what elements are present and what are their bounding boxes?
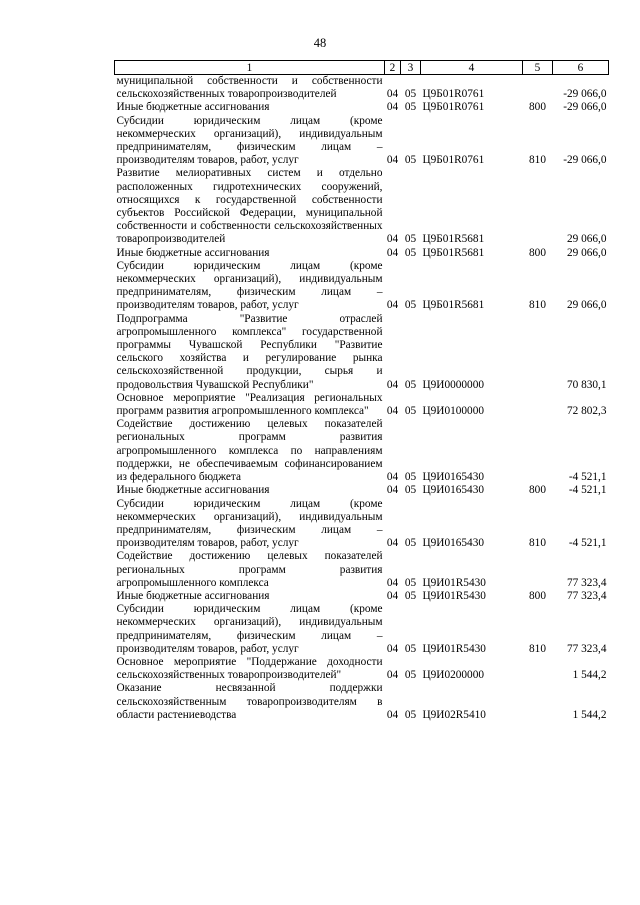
row-target-article: Ц9Б01R5681 <box>422 233 485 246</box>
row-subsection: 05 <box>404 246 417 259</box>
row-target-article: Ц9Б01R0761 <box>422 154 485 167</box>
row-expense-type: 810 <box>529 537 546 550</box>
row-description: Оказание несвязанной поддержки сельскохозяйственным товаропроизводителям в области растениеводства <box>116 682 383 721</box>
row-subsection: 05 <box>404 101 417 114</box>
header-col-5: 5 <box>523 61 553 75</box>
row-description: Иные бюджетные ассигнования <box>116 589 270 602</box>
header-col-3: 3 <box>401 61 421 75</box>
row-expense-type <box>523 313 553 392</box>
row-amount: -29 066,0 <box>563 101 607 114</box>
row-amount: -4 521,1 <box>568 484 607 497</box>
row-target-article: Ц9Б01R0761 <box>422 88 485 101</box>
row-amount: 1 544,2 <box>572 669 607 682</box>
header-col-2: 2 <box>385 61 401 75</box>
row-description: Развитие мелиоративных систем и отдельно расположенных гидротехнических сооружений, относящихся к государственной собственности субъектов Российской Федерации, муниципальной собственности и собственности сельскохозяйственных товаропроизводителей <box>116 167 383 246</box>
row-amount: 77 323,4 <box>566 576 607 589</box>
row-target-article: Ц9И0200000 <box>422 669 485 682</box>
row-target-article: Ц9Б01R5681 <box>422 299 485 312</box>
row-amount: -29 066,0 <box>563 154 607 167</box>
row-expense-type: 800 <box>529 246 546 259</box>
table-row <box>115 313 609 392</box>
row-description: Содействие достижению целевых показателей региональных программ развития агропромышленного комплекса <box>116 550 383 589</box>
row-subsection: 05 <box>404 299 417 312</box>
row-section: 04 <box>386 378 399 391</box>
row-target-article: Ц9Б01R5681 <box>422 246 485 259</box>
row-expense-type <box>523 418 553 484</box>
row-subsection: 05 <box>404 669 417 682</box>
table-row <box>115 392 609 418</box>
row-subsection: 05 <box>404 642 417 655</box>
table-row <box>115 682 609 722</box>
row-target-article: Ц9И0000000 <box>422 378 485 391</box>
row-description: Иные бюджетные ассигнования <box>116 101 270 114</box>
row-subsection: 05 <box>404 405 417 418</box>
row-expense-type <box>523 392 553 418</box>
row-amount: 72 802,3 <box>566 405 607 418</box>
table-body <box>115 75 609 722</box>
row-amount: 70 830,1 <box>566 378 607 391</box>
row-target-article: Ц9И02R5410 <box>422 708 486 721</box>
row-expense-type <box>523 656 553 682</box>
row-section: 04 <box>386 405 399 418</box>
row-subsection: 05 <box>404 471 417 484</box>
page-number: 48 <box>313 36 327 50</box>
header-col-6: 6 <box>553 61 609 75</box>
row-subsection: 05 <box>404 537 417 550</box>
table-row <box>115 656 609 682</box>
row-description: Иные бюджетные ассигнования <box>116 484 270 497</box>
table-row <box>115 484 609 497</box>
row-subsection: 05 <box>404 576 417 589</box>
row-section: 04 <box>386 642 399 655</box>
row-description: Подпрограмма "Развитие отраслей агропромышленного комплекса" государственной программы Чувашской Республики "Развитие сельского хозяйства и регулирование рынка сельскохозяйственной продукции, сырья и продовольствия Чувашской Республики" <box>116 312 383 391</box>
row-subsection: 05 <box>404 589 417 602</box>
row-expense-type: 800 <box>529 589 546 602</box>
table-row <box>115 101 609 114</box>
row-expense-type <box>523 167 553 246</box>
row-section: 04 <box>386 471 399 484</box>
row-subsection: 05 <box>404 484 417 497</box>
row-amount: 77 323,4 <box>566 589 607 602</box>
row-section: 04 <box>386 88 399 101</box>
row-expense-type <box>523 75 553 102</box>
row-expense-type: 810 <box>529 154 546 167</box>
row-section: 04 <box>386 589 399 602</box>
row-description: Субсидии юридическим лицам (кроме некоммерческих организаций), индивидуальным предпринимателям, физическим лицам – производителям товаров, работ, услуг <box>116 259 383 312</box>
row-amount: -4 521,1 <box>568 471 607 484</box>
row-amount: 77 323,4 <box>566 642 607 655</box>
row-amount: -29 066,0 <box>563 88 607 101</box>
header-col-1: 1 <box>115 61 385 75</box>
row-section: 04 <box>386 576 399 589</box>
table-row <box>115 550 609 590</box>
row-subsection: 05 <box>404 378 417 391</box>
row-description: Иные бюджетные ассигнования <box>116 246 270 259</box>
row-amount: 29 066,0 <box>566 233 607 246</box>
row-amount: 1 544,2 <box>572 708 607 721</box>
budget-table <box>114 60 609 722</box>
row-description: Субсидии юридическим лицам (кроме некоммерческих организаций), индивидуальным предпринимателям, физическим лицам – производителям товаров, работ, услуг <box>116 603 383 655</box>
table-row <box>115 418 609 484</box>
row-target-article: Ц9И0165430 <box>422 471 485 484</box>
table-row <box>115 603 609 656</box>
row-expense-type <box>523 682 553 722</box>
table-row <box>115 167 609 246</box>
row-section: 04 <box>386 233 399 246</box>
row-expense-type: 800 <box>529 101 546 114</box>
table-row <box>115 115 609 168</box>
row-expense-type: 800 <box>529 484 546 497</box>
row-section: 04 <box>386 669 399 682</box>
row-description: Субсидии юридическим лицам (кроме некоммерческих организаций), индивидуальным предпринимателям, физическим лицам – производителям товаров, работ, услуг <box>116 497 383 550</box>
row-section: 04 <box>386 708 399 721</box>
row-expense-type: 810 <box>529 299 546 312</box>
row-section: 04 <box>386 154 399 167</box>
row-target-article: Ц9И0100000 <box>422 405 485 418</box>
row-description: Основное мероприятие "Поддержание доходности сельскохозяйственных товаропроизводителей" <box>116 655 383 682</box>
table-row <box>115 247 609 260</box>
row-subsection: 05 <box>404 154 417 167</box>
row-expense-type <box>523 550 553 590</box>
row-description: Субсидии юридическим лицам (кроме некоммерческих организаций), индивидуальным предпринимателям, физическим лицам – производителям товаров, работ, услуг <box>116 114 383 167</box>
row-section: 04 <box>386 246 399 259</box>
table-header-row <box>115 61 609 75</box>
row-section: 04 <box>386 101 399 114</box>
row-expense-type: 810 <box>529 642 546 655</box>
header-col-4: 4 <box>421 61 523 75</box>
row-target-article: Ц9И0165430 <box>422 484 485 497</box>
row-description: Содействие достижению целевых показателей региональных программ развития агропромышленного комплекса по направлениям поддержки, не обеспечиваемым софинансированием из федерального бюджета <box>116 418 383 484</box>
row-subsection: 05 <box>404 88 417 101</box>
table-row <box>115 590 609 603</box>
row-target-article: Ц9И0165430 <box>422 537 485 550</box>
row-amount: -4 521,1 <box>568 537 607 550</box>
table-row <box>115 498 609 551</box>
row-target-article: Ц9Б01R0761 <box>422 101 485 114</box>
row-description: муниципальной собственности и собственности сельскохозяйственных товаропроизводителей <box>116 75 383 101</box>
row-subsection: 05 <box>404 233 417 246</box>
row-section: 04 <box>386 537 399 550</box>
row-description: Основное мероприятие "Реализация региональных программ развития агропромышленного комплекса" <box>116 391 383 418</box>
row-target-article: Ц9И01R5430 <box>422 589 486 602</box>
row-target-article: Ц9И01R5430 <box>422 642 486 655</box>
row-section: 04 <box>386 299 399 312</box>
row-target-article: Ц9И01R5430 <box>422 576 486 589</box>
table-row <box>115 75 609 102</box>
row-amount: 29 066,0 <box>566 299 607 312</box>
table-row <box>115 260 609 313</box>
row-section: 04 <box>386 484 399 497</box>
row-amount: 29 066,0 <box>566 246 607 259</box>
row-subsection: 05 <box>404 708 417 721</box>
